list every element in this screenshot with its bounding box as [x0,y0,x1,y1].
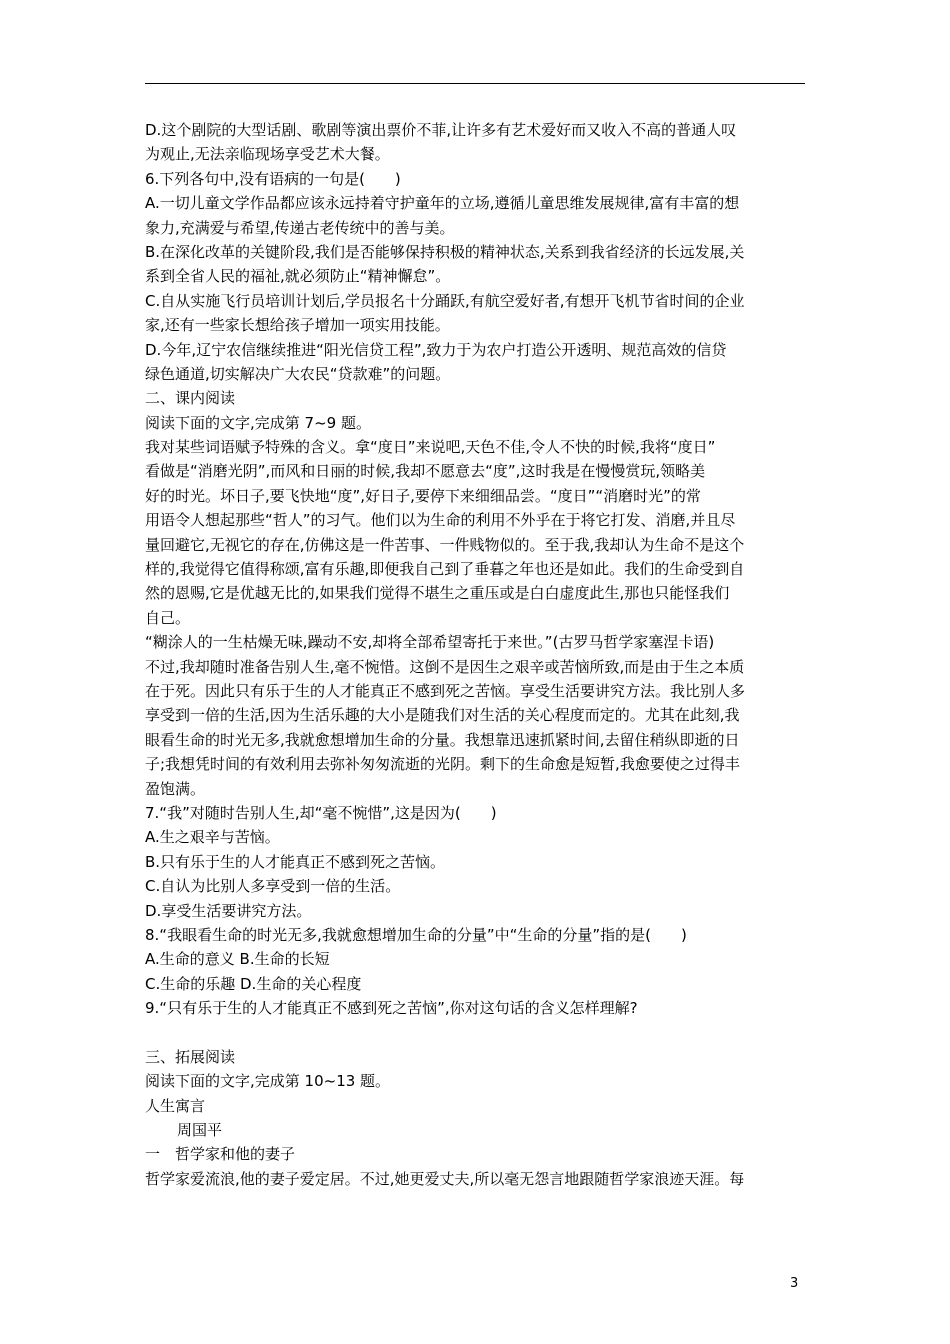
text-line: 用语令人想起那些“哲人”的习气。他们以为生命的利用不外乎在于将它打发、消磨,并且尽 [145,511,736,530]
question-8-options-cd: C.生命的乐趣 D.生命的关心程度 [145,974,362,993]
section-3-instruction: 阅读下面的文字,完成第 10~13 题。 [145,1072,391,1091]
section-2-instruction: 阅读下面的文字,完成第 7~9 题。 [145,413,371,432]
text-line: B.在深化改革的关键阶段,我们是否能够保持积极的精神状态,关系到我省经济的长远发展,关 [145,242,745,261]
document-body [145,118,810,1191]
question-8-stem: 8.“我眼看生命的时光无多,我就愈想增加生命的分量”中“生命的分量”指的是( ) [145,925,687,944]
text-line: 为观止,无法亲临现场享受艺术大餐。 [145,145,390,164]
text-line: 盈饱满。 [145,779,206,798]
text-line: 我对某些词语赋予特殊的含义。拿“度日”来说吧,天色不佳,令人不快的时候,我将“度日” [145,438,716,457]
q5-option-d [145,118,810,167]
question-7-option-b: B.只有乐于生的人才能真正不感到死之苦恼。 [145,852,446,871]
section-2-heading: 二、课内阅读 [145,389,236,408]
question-9-stem: 9.“只有乐于生的人才能真正不感到死之苦恼”,你对这句话的含义怎样理解? [145,999,638,1018]
article-subtitle: 一 哲学家和他的妻子 [145,1145,296,1164]
text-line: D.今年,辽宁农信继续推进“阳光信贷工程”,致力于为农户打造公开透明、规范高效的信贷 [145,340,727,359]
text-line: 自己。 [145,608,191,627]
text-line: 看做是“消磨光阴”,而风和日丽的时候,我却不愿意去“度”,这时我是在慢慢赏玩,领略美 [145,462,706,481]
text-line: 子;我想凭时间的有效利用去弥补匆匆流逝的光阴。剩下的生命愈是短暂,我愈要使之过得丰 [145,755,740,774]
article-passage-start: 哲学家爱流浪,他的妻子爱定居。不过,她更爱丈夫,所以毫无怨言地跟随哲学家浪迹天涯。每 [145,1169,745,1188]
question-6 [145,167,810,387]
text-line: 然的恩赐,它是优越无比的,如果我们觉得不堪生之重压或是白白虚度此生,那也只能怪我们 [145,584,730,603]
question-6-stem: 6.下列各句中,没有语病的一句是( ) [145,169,401,188]
text-line: 系到全省人民的福祉,就必须防止“精神懈怠”。 [145,267,451,286]
page-number: 3 [790,1276,799,1291]
question-7-option-d: D.享受生活要讲究方法。 [145,901,312,920]
question-9 [145,996,810,1020]
text-line: 在于死。因此只有乐于生的人才能真正不感到死之苦恼。享受生活要讲究方法。我比别人多 [145,681,746,700]
text-line: C.自从实施飞行员培训计划后,学员报名十分踊跃,有航空爱好者,有想开飞机节省时间的企业 [145,291,745,310]
text-line: 好的时光。坏日子,要飞快地“度”,好日子,要停下来细细品尝。“度日”“消磨时光”的常 [145,486,701,505]
question-7-stem: 7.“我”对随时告别人生,却“毫不惋惜”,这是因为( ) [145,803,497,822]
passage-paragraph-1 [145,435,810,630]
text-line: 享受到一倍的生活,因为生活乐趣的大小是随我们对生活的关心程度而定的。尤其在此刻,我 [145,706,740,725]
section-3 [145,1045,810,1191]
question-8 [145,923,810,996]
article-author: 周国平 [177,1121,223,1140]
text-line: 不过,我却随时准备告别人生,毫不惋惜。这倒不是因生之艰辛或苦恼所致,而是由于生之本质 [145,657,745,676]
section-3-heading: 三、拓展阅读 [145,1047,236,1066]
passage-paragraph-2 [145,655,810,801]
section-2 [145,386,810,1020]
text-line: 象力,充满爱与希望,传递古老传统中的善与美。 [145,218,455,237]
question-7-option-c: C.自认为比别人多享受到一倍的生活。 [145,877,401,896]
text-line: D.这个剧院的大型话剧、歌剧等演出票价不菲,让许多有艺术爱好而又收入不高的普通人叹 [145,121,737,139]
header-rule [145,83,805,84]
passage-quote: “糊涂人的一生枯燥无味,躁动不安,却将全部希望寄托于来世。”(古罗马哲学家塞涅卡语) [145,633,715,652]
text-line: 绿色通道,切实解决广大农民“贷款难”的问题。 [145,364,451,383]
text-line: 量回避它,无视它的存在,仿佛这是一件苦事、一件贱物似的。至于我,我却认为生命不是这个 [145,535,745,554]
answer-space [145,1020,810,1044]
question-8-options-ab: A.生命的意义 B.生命的长短 [145,950,330,969]
text-line: 家,还有一些家长想给孩子增加一项实用技能。 [145,316,450,335]
text-line: 样的,我觉得它值得称颂,富有乐趣,即便我自己到了垂暮之年也还是如此。我们的生命受到自 [145,560,745,579]
text-line: A.一切儿童文学作品都应该永远持着守护童年的立场,遵循儿童思维发展规律,富有丰富的想 [145,194,740,213]
article-title: 人生寓言 [145,1096,206,1115]
question-7 [145,801,810,923]
question-7-option-a: A.生之艰辛与苦恼。 [145,828,280,847]
text-line: 眼看生命的时光无多,我就愈想增加生命的分量。我想靠迅速抓紧时间,去留住稍纵即逝的日 [145,730,740,749]
